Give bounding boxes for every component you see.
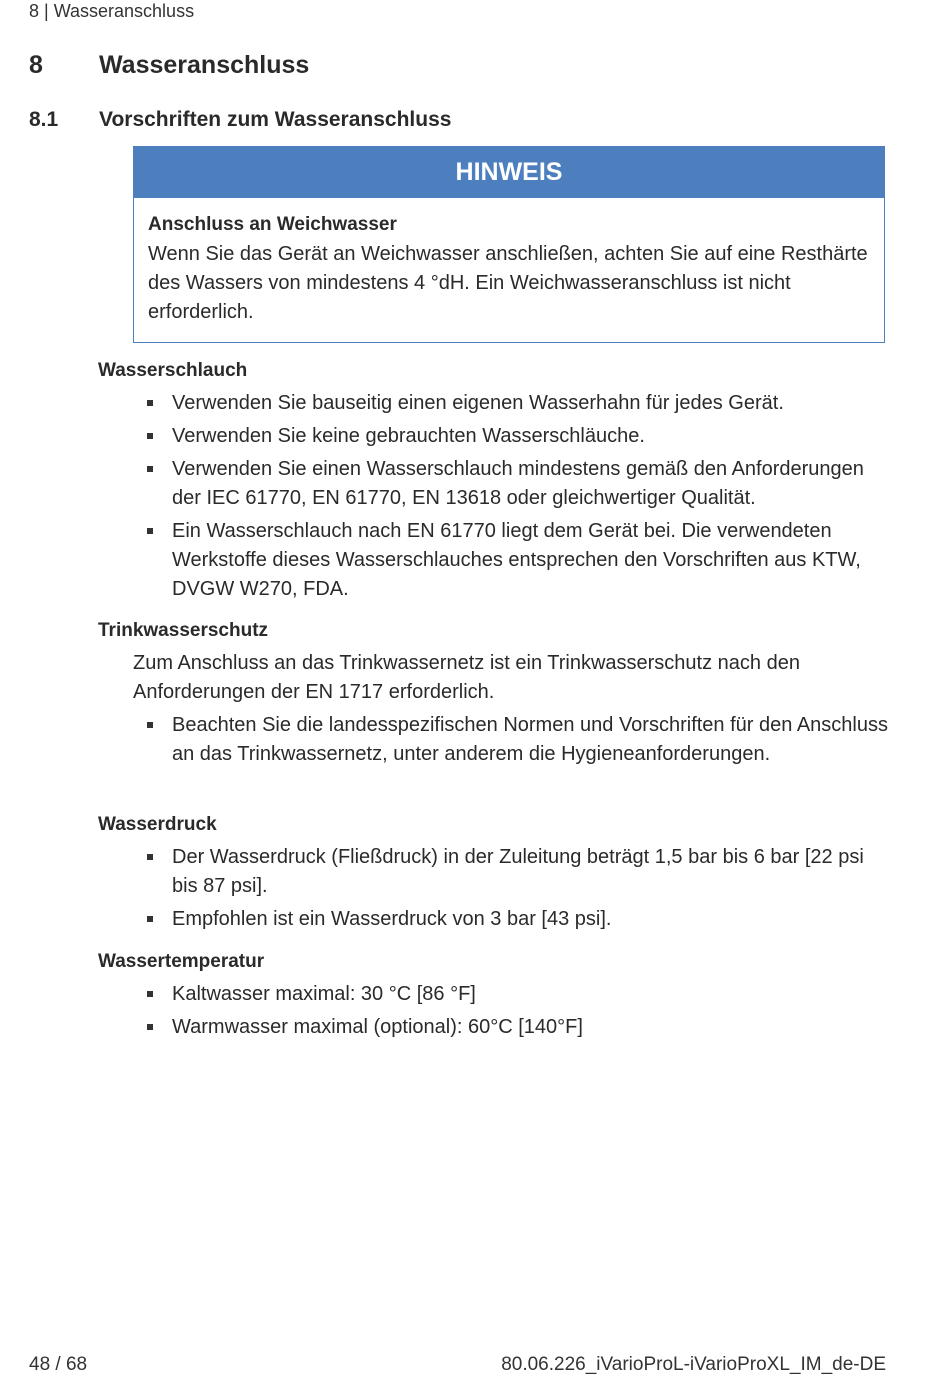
list-item: Kaltwasser maximal: 30 °C [86 °F] [98, 980, 888, 1009]
section-title: Vorschriften zum Wasseranschluss [99, 108, 452, 131]
drinking-list [98, 711, 888, 769]
document-id: 80.06.226_iVarioProL-iVarioProXL_IM_de-DE [501, 1354, 886, 1375]
drinking-paragraph: Zum Anschluss an das Trinkwassernetz ist ein Trinkwasserschutz nach den Anforderungen der EN 1717 erforderlich. [133, 652, 800, 703]
notice-box [133, 146, 885, 343]
bullet-square-icon [147, 722, 153, 728]
list-item: Beachten Sie die landesspezifischen Normen und Vorschriften für den Anschluss an das Trinkwassernetz, unter anderem die Hygieneanforderungen. [98, 711, 888, 769]
bullet-square-icon [147, 466, 153, 472]
bullet-square-icon [147, 528, 153, 534]
list-item: Empfohlen ist ein Wasserdruck von 3 bar [43 psi]. [98, 905, 888, 934]
section-drinking-water [98, 617, 888, 773]
section-pressure [98, 811, 888, 938]
temperature-list [98, 980, 888, 1042]
bullet-square-icon [147, 433, 153, 439]
notice-text: Wenn Sie das Gerät an Weichwasser anschließen, achten Sie auf eine Resthärte des Wassers von mindestens 4 °dH. Ein Weichwasseranschluss ist nicht erforderlich. [148, 243, 868, 323]
notice-title: Anschluss an Weichwasser [148, 214, 397, 235]
section-number: 8.1 [29, 108, 59, 131]
chapter-number: 8 [29, 51, 43, 79]
hose-list [98, 389, 888, 604]
bullet-square-icon [147, 400, 153, 406]
section-hose [98, 357, 888, 608]
drinking-title: Trinkwasserschutz [98, 620, 269, 641]
list-item: Verwenden Sie keine gebrauchten Wasserschläuche. [98, 422, 888, 451]
hose-title: Wasserschlauch [98, 360, 248, 381]
bullet-square-icon [147, 916, 153, 922]
pressure-title: Wasserdruck [98, 814, 217, 835]
temperature-title: Wassertemperatur [98, 951, 265, 972]
bullet-square-icon [147, 1024, 153, 1030]
section-temperature [98, 948, 888, 1046]
list-item: Der Wasserdruck (Fließdruck) in der Zuleitung beträgt 1,5 bar bis 6 bar [22 psi bis 87 psi]. [98, 843, 888, 901]
notice-label: HINWEIS [134, 147, 884, 198]
list-item: Ein Wasserschlauch nach EN 61770 liegt dem Gerät bei. Die verwendeten Werkstoffe dieses Wasserschlauches entsprechen den Vorschriften aus KTW, DVGW W270, FDA. [98, 517, 888, 604]
list-item: Verwenden Sie bauseitig einen eigenen Wasserhahn für jedes Gerät. [98, 389, 888, 418]
running-header: 8 | Wasseranschluss [29, 1, 195, 21]
list-item: Verwenden Sie einen Wasserschlauch mindestens gemäß den Anforderungen der IEC 61770, EN 61770, EN 13618 oder gleichwertiger Qualität. [98, 455, 888, 513]
bullet-square-icon [147, 854, 153, 860]
chapter-title: Wasseranschluss [99, 51, 310, 79]
pressure-list [98, 843, 888, 934]
bullet-square-icon [147, 991, 153, 997]
notice-body [134, 198, 884, 327]
page-number: 48 / 68 [29, 1354, 88, 1375]
list-item: Warmwasser maximal (optional): 60°C [140°F] [98, 1013, 888, 1042]
